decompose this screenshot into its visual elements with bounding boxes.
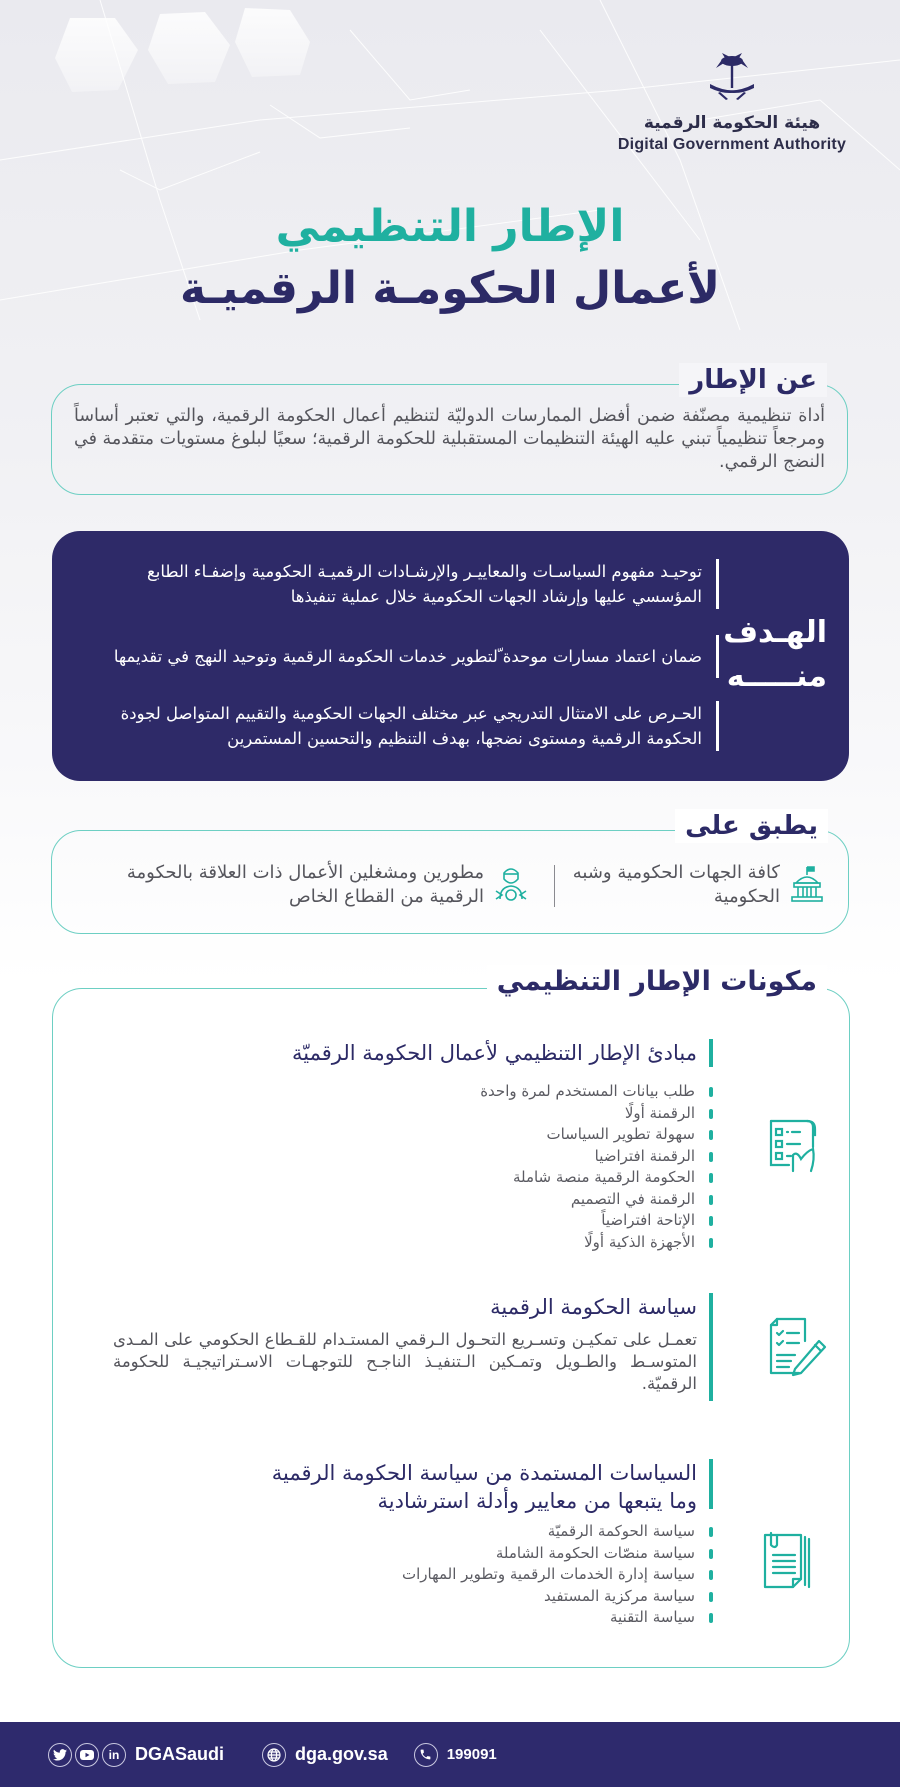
derived-policies-list xyxy=(402,1521,713,1629)
applies-to-section xyxy=(51,811,849,934)
list-item: الرقمنة في التصميم xyxy=(480,1189,713,1211)
footer xyxy=(0,1722,900,1787)
phone-number[interactable]: 199091 xyxy=(446,1746,497,1763)
list-item: طلب بيانات المستخدم لمرة واحدة xyxy=(480,1081,713,1103)
applies-item-private-sector xyxy=(68,861,528,909)
logo-name-english: Digital Government Authority xyxy=(617,136,847,153)
website-link[interactable]: dga.gov.sa xyxy=(295,1744,388,1764)
list-item: سياسة التقنية xyxy=(402,1607,713,1629)
about-text: أداة تنظيمية مصنّفة ضمن أفضل الممارسات الدوليّة لتنظيم أعمال الحكومة الرقمية، والتي تعتبر أساساً ومرجعاً تنظيمياً تبني عليه الهيئة التنظيمات المستقبلية للحكومة الرقمية؛ سعيًا لبلوغ مستويات متقدمة في النضج الرقمي. xyxy=(74,406,825,472)
document-pencil-icon xyxy=(761,1311,831,1381)
goal-item: توحيـد مفهوم السياسـات والمعاييـر والإرشـادات الرقميـة الحكومية وإضفـاء الطابع المؤسسي عليها وإرشاد الجهات الحكومية خلال عملية تنفيذها xyxy=(76,559,719,609)
dg-policy-description: تعمـل على تمكيـن وتسـريع التحـول الـرقمي المستـدام للقـطاع الحكومي على المـدى المتوسـط والطـويل وتمـكين الـتنفيـذ الناجـح للتوجهـات الاسـتراتيجيـة للحكومة الرقميّة. xyxy=(113,1330,697,1393)
principles-list xyxy=(480,1081,713,1253)
dga-logo xyxy=(602,52,862,156)
goal-item: الحـرص على الامتثال التدريجي عبر مختلف الجهات الحكومية والتقييم المتواصل لجودة الحكومة الرقمية ومستوى نضجها، بهدف التنظيم والتحسين المستمرين xyxy=(76,701,719,751)
linkedin-icon[interactable]: in xyxy=(102,1743,126,1767)
phone-group xyxy=(414,1743,497,1767)
developer-person-icon xyxy=(494,865,528,905)
principles-title: مبادئ الإطار التنظيمي لأعمال الحكومة الرقميّة xyxy=(292,1039,713,1067)
goals-label xyxy=(723,611,827,699)
about-framework-section xyxy=(51,365,848,495)
social-handle[interactable]: DGASaudi xyxy=(135,1744,225,1764)
globe-icon xyxy=(262,1743,286,1767)
applies-item-private-sector-text: مطورين ومشغلين الأعمال ذات العلاقة بالحكومة الرقمية من القطاع الخاص xyxy=(126,862,484,907)
logo-name-arabic: هيئة الحكومة الرقمية xyxy=(643,113,821,133)
applies-item-government-text: كافة الجهات الحكومية وشبه الحكومية xyxy=(572,862,780,907)
list-item: سياسة منصّات الحكومة الشاملة xyxy=(402,1543,713,1565)
list-item: الإتاحة افتراضياً xyxy=(480,1210,713,1232)
applies-divider xyxy=(554,865,556,907)
derived-policies-title xyxy=(272,1459,713,1515)
goals-label-line-2: منـــــه xyxy=(726,659,827,694)
list-item: الرقمنة افتراضيا xyxy=(480,1146,713,1168)
government-building-icon xyxy=(790,865,824,905)
applies-item-government xyxy=(564,861,824,909)
goals-label-line-1: الهـدف xyxy=(723,615,827,650)
list-item: سياسة الحوكمة الرقميّة xyxy=(402,1521,713,1543)
website-group xyxy=(262,1743,388,1767)
list-item: الرقمنة أولًا xyxy=(480,1103,713,1125)
about-label: عن الإطار xyxy=(679,363,827,397)
applies-label: يطبق على xyxy=(675,809,828,843)
youtube-icon[interactable] xyxy=(75,1743,99,1767)
title-line-1: الإطار التنظيمي xyxy=(275,201,625,252)
phone-icon xyxy=(414,1743,438,1767)
derived-policies-title-line-1: السياسات المستمدة من سياسة الحكومة الرقمية xyxy=(271,1461,697,1485)
checklist-hand-icon xyxy=(757,1111,827,1181)
page-title xyxy=(0,196,900,320)
list-item: سهولة تطوير السياسات xyxy=(480,1124,713,1146)
dg-policy-title: سياسة الحكومة الرقمية xyxy=(490,1295,697,1319)
title-line-2: لأعمال الحكومـة الرقميـة xyxy=(179,263,721,314)
twitter-icon[interactable] xyxy=(48,1743,72,1767)
goal-item: ضمان اعتماد مسارات موحدة ّلتطوير خدمات الحكومة الرقمية وتوحيد النهج في تقديمها xyxy=(76,635,719,678)
social-group xyxy=(48,1743,224,1767)
palm-and-swords-emblem-icon xyxy=(702,52,762,106)
list-item: سياسة إدارة الخدمات الرقمية وتطوير المهارات xyxy=(402,1564,713,1586)
stacked-documents-icon xyxy=(753,1529,823,1599)
components-section xyxy=(52,966,850,1668)
components-label: مكونات الإطار التنظيمي xyxy=(487,965,827,999)
derived-policies-title-line-2: وما يتبعها من معايير وأدلة استرشادية xyxy=(377,1489,697,1513)
list-item: سياسة مركزية المستفيد xyxy=(402,1586,713,1608)
list-item: الحكومة الرقمية منصة شاملة xyxy=(480,1167,713,1189)
goals-section xyxy=(52,531,849,781)
list-item: الأجهزة الذكية أولًا xyxy=(480,1232,713,1254)
